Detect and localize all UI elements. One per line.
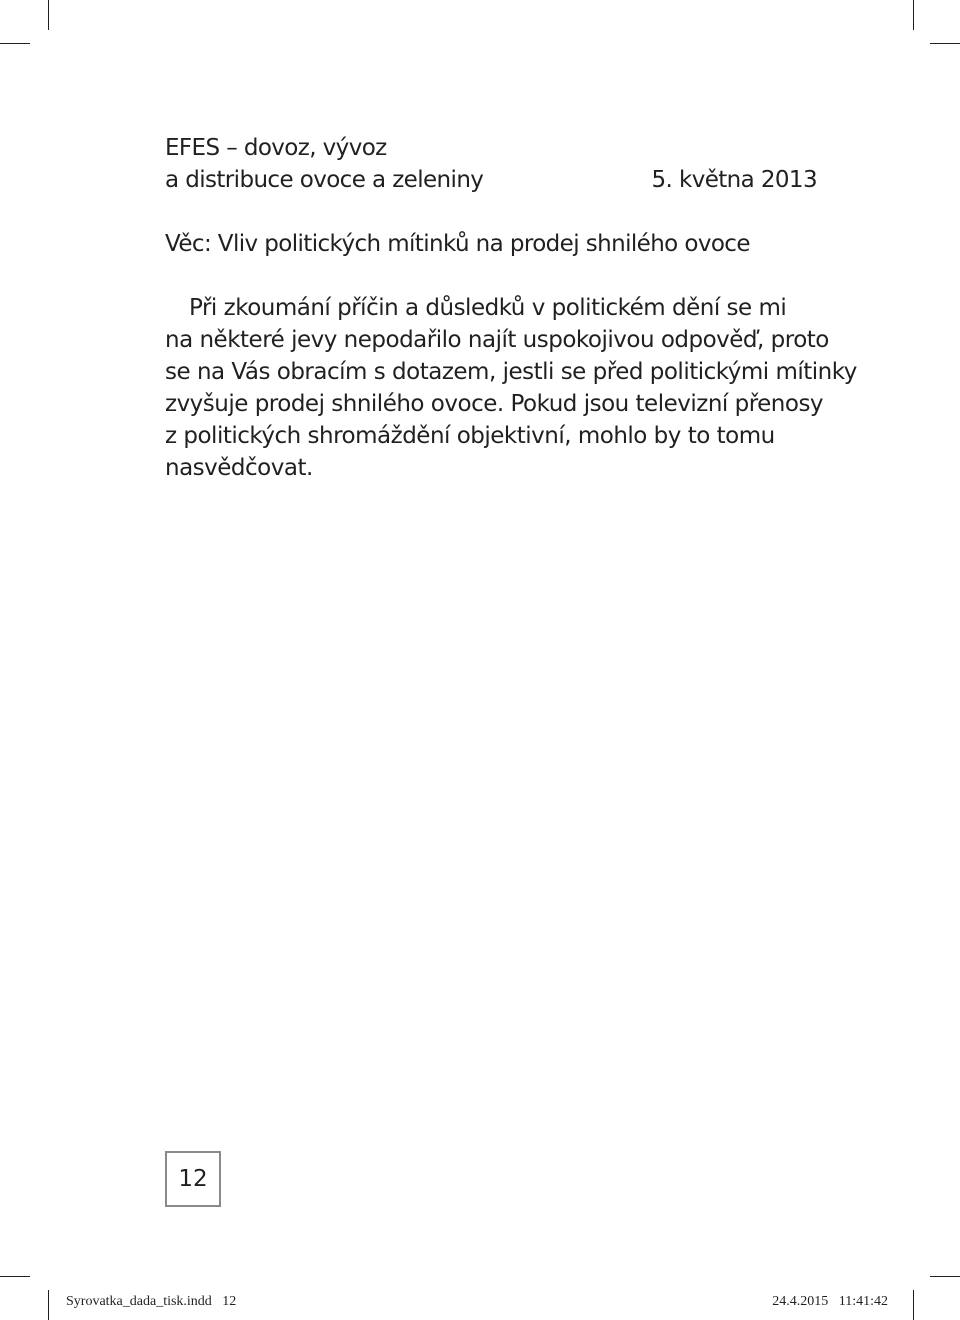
slug-timestamp: 24.4.2015 11:41:42 — [772, 1294, 888, 1309]
crop-mark — [0, 43, 30, 44]
crop-mark — [48, 1290, 49, 1320]
letter-date: 5. května 2013 — [651, 167, 817, 193]
body-line: z politických shromáždění objektivní, mohlo by to tomu — [165, 423, 775, 449]
crop-mark — [913, 1290, 914, 1320]
crop-mark — [0, 1276, 30, 1277]
body-line: se na Vás obracím s dotazem, jestli se před politickými mítinky — [165, 359, 857, 385]
body-line: zvyšuje prodej shnilého ovoce. Pokud jsou televizní přenosy — [165, 391, 824, 417]
sender-block — [165, 132, 483, 196]
letter-body — [165, 292, 857, 484]
crop-mark — [930, 43, 960, 44]
sender-line: a distribuce ovoce a zeleniny — [165, 167, 484, 193]
body-line: Při zkoumání příčin a důsledků v politickém dění se mi — [189, 295, 787, 321]
sender-line: EFES – dovoz, vývoz — [165, 135, 387, 161]
page-number — [165, 1151, 221, 1207]
body-line: na některé jevy nepodařilo najít uspokojivou odpověď, proto — [165, 327, 829, 353]
crop-mark — [930, 1276, 960, 1277]
page-number-text: 12 — [178, 1166, 208, 1192]
crop-mark — [913, 0, 914, 30]
slug-filename: Syrovatka_dada_tisk.indd 12 — [66, 1294, 237, 1309]
letter-subject: Věc: Vliv politických mítinků na prodej shnilého ovoce — [165, 231, 750, 257]
body-line: nasvědčovat. — [165, 455, 313, 481]
crop-mark — [48, 0, 49, 30]
